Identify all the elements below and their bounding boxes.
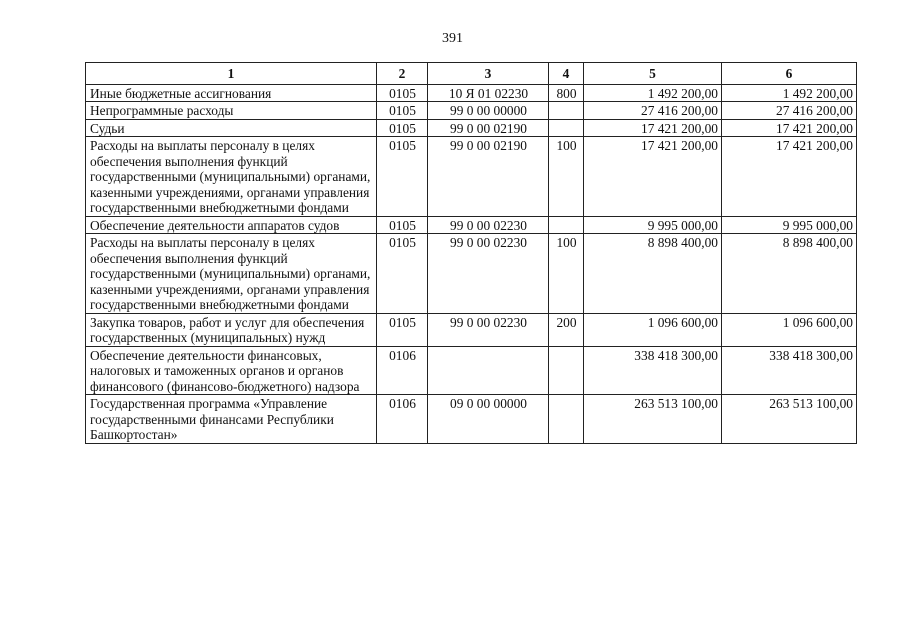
expense-type-cell [549, 395, 584, 444]
target-article-cell: 99 0 00 00000 [428, 102, 549, 120]
item-name-cell: Иные бюджетные ассигнования [86, 84, 377, 102]
section-code-cell: 0106 [377, 395, 428, 444]
expense-type-cell [549, 216, 584, 234]
section-code-cell: 0105 [377, 313, 428, 346]
table-row [86, 102, 857, 120]
item-name-cell: Закупка товаров, работ и услуг для обеспечения государственных (муниципальных) нужд [86, 313, 377, 346]
amount-cell-6: 17 421 200,00 [722, 137, 857, 217]
amount-cell-6: 8 898 400,00 [722, 234, 857, 314]
table-row [86, 119, 857, 137]
expense-type-cell [549, 119, 584, 137]
amount-cell-5: 1 096 600,00 [584, 313, 722, 346]
section-code-cell: 0106 [377, 346, 428, 395]
section-code-cell: 0105 [377, 137, 428, 217]
table-row [86, 346, 857, 395]
table-row [86, 234, 857, 314]
amount-cell-6: 27 416 200,00 [722, 102, 857, 120]
target-article-cell: 99 0 00 02230 [428, 234, 549, 314]
table-body [86, 84, 857, 443]
amount-cell-5: 9 995 000,00 [584, 216, 722, 234]
item-name-cell: Судьи [86, 119, 377, 137]
expense-type-cell: 100 [549, 137, 584, 217]
target-article-cell: 99 0 00 02190 [428, 119, 549, 137]
item-name-cell: Непрограммные расходы [86, 102, 377, 120]
item-name-cell: Обеспечение деятельности аппаратов судов [86, 216, 377, 234]
header-row [86, 63, 857, 85]
amount-cell-5: 263 513 100,00 [584, 395, 722, 444]
amount-cell-6: 1 096 600,00 [722, 313, 857, 346]
target-article-cell: 99 0 00 02230 [428, 313, 549, 346]
item-name-cell: Государственная программа «Управление государственными финансами Республики Башкортостан» [86, 395, 377, 444]
table-row [86, 137, 857, 217]
section-code-cell: 0105 [377, 84, 428, 102]
expense-type-cell: 200 [549, 313, 584, 346]
item-name-cell: Расходы на выплаты персоналу в целях обеспечения выполнения функций государственными (муниципальными) органами, казенными учреждениями, органами управления государственными внебюджетными фондами [86, 137, 377, 217]
amount-cell-5: 338 418 300,00 [584, 346, 722, 395]
target-article-cell: 10 Я 01 02230 [428, 84, 549, 102]
amount-cell-5: 8 898 400,00 [584, 234, 722, 314]
amount-cell-5: 17 421 200,00 [584, 119, 722, 137]
section-code-cell: 0105 [377, 102, 428, 120]
column-header: 3 [428, 63, 549, 85]
target-article-cell: 09 0 00 00000 [428, 395, 549, 444]
section-code-cell: 0105 [377, 234, 428, 314]
target-article-cell: 99 0 00 02230 [428, 216, 549, 234]
table-row [86, 313, 857, 346]
table-row [86, 84, 857, 102]
amount-cell-5: 17 421 200,00 [584, 137, 722, 217]
amount-cell-5: 27 416 200,00 [584, 102, 722, 120]
amount-cell-6: 17 421 200,00 [722, 119, 857, 137]
table-header [86, 63, 857, 85]
item-name-cell: Расходы на выплаты персоналу в целях обеспечения выполнения функций государственными (муниципальными) органами, казенными учреждениями, органами управления государственными внебюджетными фондами [86, 234, 377, 314]
amount-cell-6: 263 513 100,00 [722, 395, 857, 444]
section-code-cell: 0105 [377, 216, 428, 234]
column-header: 1 [86, 63, 377, 85]
target-article-cell: 99 0 00 02190 [428, 137, 549, 217]
amount-cell-6: 9 995 000,00 [722, 216, 857, 234]
budget-table [85, 62, 857, 444]
expense-type-cell [549, 346, 584, 395]
target-article-cell [428, 346, 549, 395]
expense-type-cell: 100 [549, 234, 584, 314]
column-header: 6 [722, 63, 857, 85]
column-header: 4 [549, 63, 584, 85]
amount-cell-6: 1 492 200,00 [722, 84, 857, 102]
amount-cell-6: 338 418 300,00 [722, 346, 857, 395]
table-row [86, 395, 857, 444]
section-code-cell: 0105 [377, 119, 428, 137]
table-row [86, 216, 857, 234]
item-name-cell: Обеспечение деятельности финансовых, налоговых и таможенных органов и органов финансового (финансово-бюджетного) надзора [86, 346, 377, 395]
column-header: 5 [584, 63, 722, 85]
page-number: 391 [442, 31, 463, 46]
expense-type-cell [549, 102, 584, 120]
column-header: 2 [377, 63, 428, 85]
expense-type-cell: 800 [549, 84, 584, 102]
amount-cell-5: 1 492 200,00 [584, 84, 722, 102]
